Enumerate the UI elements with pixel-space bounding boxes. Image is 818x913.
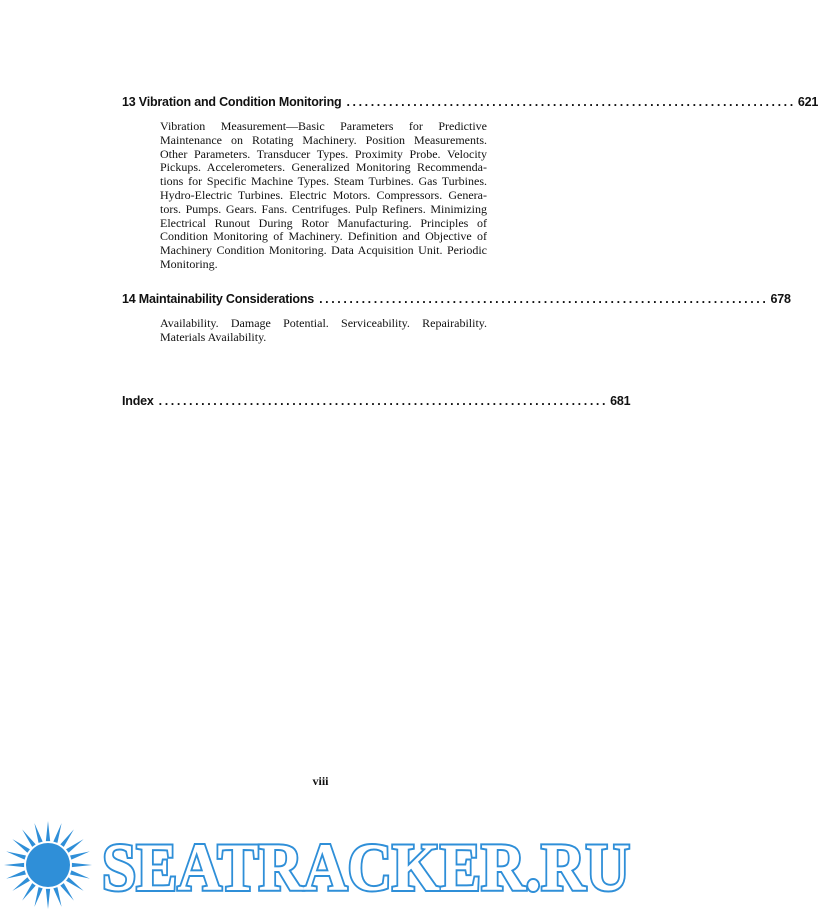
sun-ray bbox=[6, 870, 26, 878]
sun-ray bbox=[6, 851, 26, 859]
sun-ray bbox=[34, 823, 42, 843]
chapter-14-page: 678 bbox=[770, 292, 791, 306]
sun-ray bbox=[66, 839, 84, 853]
page-number: viii bbox=[312, 774, 329, 788]
dot-leader: .......................................................................... bbox=[158, 394, 609, 408]
sun-ray bbox=[12, 877, 30, 891]
sun-ray bbox=[4, 863, 24, 867]
sun-ray bbox=[60, 829, 74, 847]
dot-leader: .......................................................................... bbox=[319, 292, 769, 306]
dot-leader: .......................................................................... bbox=[346, 95, 796, 109]
chapter-14-title: 14 Maintainability Considerations bbox=[122, 292, 315, 306]
toc-heading bbox=[122, 292, 791, 306]
sun-ray bbox=[53, 823, 61, 843]
sun-ray bbox=[12, 839, 30, 853]
sun-ray bbox=[70, 870, 90, 878]
watermark-logo bbox=[0, 820, 641, 913]
chapter-13-description: Vibration Measurement—Basic Parameters for Predictive Maintenance on Rotating Machinery. Position Measurements. Other Parameters. Transducer Types. Proximity Probe. Velocity Pickups. Accelerometers. Generalized Monitoring Recommendations for Specific Machine Types. Steam Turbines. Gas Turbines. Hydro-Electric Turbines. Electric Motors. Compressors. Generators. Pumps. Gears. Fans. Centrifuges. Pulp Refiners. Minimizing Electrical Runout During Rotor Manufacturing. Principles of Condition Monitoring of Machinery. Definition and Objective of Machinery Condition Monitoring. Data Acquisition Unit. Periodic Monitoring. bbox=[160, 119, 487, 271]
sun-ray bbox=[53, 887, 61, 907]
index-title: Index bbox=[122, 394, 154, 408]
sun-ray bbox=[60, 883, 74, 901]
toc-entry-chapter-13 bbox=[122, 95, 818, 272]
sun-ray bbox=[46, 821, 50, 841]
toc-heading bbox=[122, 394, 631, 408]
sun-ray bbox=[70, 851, 90, 859]
index-page: 681 bbox=[610, 394, 631, 408]
chapter-14-description: Availability. Damage Potential. Serviceability. Repairability. Materials Availability. bbox=[160, 316, 487, 344]
chapter-13-page: 621 bbox=[797, 95, 818, 109]
sun-ray bbox=[34, 887, 42, 907]
toc-entry-index bbox=[122, 394, 631, 408]
toc-heading bbox=[122, 95, 818, 109]
sun-ray bbox=[22, 829, 36, 847]
watermark-text: SEATRACKER.RU bbox=[102, 829, 630, 905]
sun-ray bbox=[72, 863, 92, 867]
sun-ray bbox=[46, 889, 50, 909]
sun-ray bbox=[22, 883, 36, 901]
sun-ray bbox=[66, 877, 84, 891]
chapter-13-title: 13 Vibration and Condition Monitoring bbox=[122, 95, 342, 109]
toc-entry-chapter-14 bbox=[122, 292, 791, 345]
sun-icon bbox=[4, 821, 92, 909]
